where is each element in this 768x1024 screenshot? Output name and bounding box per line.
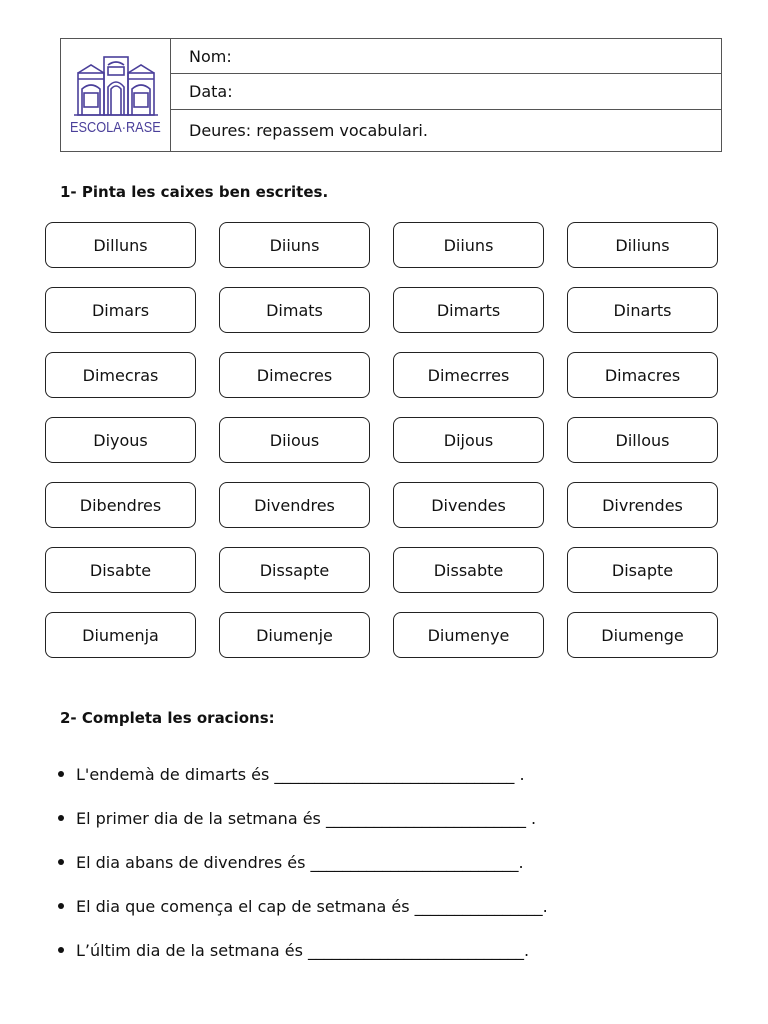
- school-building-icon: [70, 55, 162, 117]
- word-box[interactable]: Divendres: [219, 482, 370, 528]
- sentence-text[interactable]: L’últim dia de la setmana és ___________________________.: [76, 940, 530, 960]
- word-box[interactable]: Disapte: [567, 547, 718, 593]
- logo-text: ESCOLA·RASE: [70, 118, 161, 136]
- sentence-text[interactable]: El dia que comença el cap de setmana és ________________.: [76, 896, 548, 916]
- sentence-text[interactable]: El dia abans de divendres és __________________________.: [76, 852, 524, 872]
- word-box[interactable]: Dimacres: [567, 352, 718, 398]
- word-box[interactable]: Dimecrres: [393, 352, 544, 398]
- word-box[interactable]: Diumenye: [393, 612, 544, 658]
- sentence-item: [58, 752, 548, 796]
- word-box[interactable]: Dimats: [219, 287, 370, 333]
- word-box[interactable]: Dilluns: [45, 222, 196, 268]
- word-box[interactable]: Dissabte: [393, 547, 544, 593]
- school-logo: [61, 39, 171, 151]
- word-box[interactable]: Dissapte: [219, 547, 370, 593]
- word-box[interactable]: Diumenge: [567, 612, 718, 658]
- word-box[interactable]: Dimarts: [393, 287, 544, 333]
- header-fields: [171, 39, 721, 151]
- bullet-icon: [58, 903, 64, 909]
- word-boxes-grid: [45, 222, 718, 658]
- homework-field: Deures: repassem vocabulari.: [189, 120, 428, 140]
- sentence-item: [58, 796, 548, 840]
- sentence-list: [58, 752, 548, 972]
- section1-title: 1- Pinta les caixes ben escrites.: [60, 183, 329, 201]
- sentence-item: [58, 840, 548, 884]
- word-box[interactable]: Diiuns: [219, 222, 370, 268]
- word-box[interactable]: Diyous: [45, 417, 196, 463]
- word-box[interactable]: Dimars: [45, 287, 196, 333]
- word-box[interactable]: Dinarts: [567, 287, 718, 333]
- sentence-item: [58, 928, 548, 972]
- word-box[interactable]: Diious: [219, 417, 370, 463]
- word-box[interactable]: Dillous: [567, 417, 718, 463]
- word-box[interactable]: Dijous: [393, 417, 544, 463]
- sentence-text[interactable]: L'endemà de dimarts és ______________________________ .: [76, 764, 525, 784]
- word-box[interactable]: Diumenja: [45, 612, 196, 658]
- word-box[interactable]: Dibendres: [45, 482, 196, 528]
- word-box[interactable]: Disabte: [45, 547, 196, 593]
- word-box[interactable]: Diiuns: [393, 222, 544, 268]
- name-field[interactable]: Nom:: [171, 39, 721, 74]
- sentence-text[interactable]: El primer dia de la setmana és _________________________ .: [76, 808, 537, 828]
- word-box[interactable]: Diliuns: [567, 222, 718, 268]
- word-box[interactable]: Divendes: [393, 482, 544, 528]
- word-box[interactable]: Dimecras: [45, 352, 196, 398]
- bullet-icon: [58, 771, 64, 777]
- header-table: [60, 38, 722, 152]
- word-box[interactable]: Diumenje: [219, 612, 370, 658]
- bullet-icon: [58, 815, 64, 821]
- bullet-icon: [58, 947, 64, 953]
- section2-title: 2- Completa les oracions:: [60, 709, 275, 727]
- word-box[interactable]: Divrendes: [567, 482, 718, 528]
- sentence-item: [58, 884, 548, 928]
- word-box[interactable]: Dimecres: [219, 352, 370, 398]
- date-field[interactable]: Data:: [171, 74, 721, 109]
- bullet-icon: [58, 859, 64, 865]
